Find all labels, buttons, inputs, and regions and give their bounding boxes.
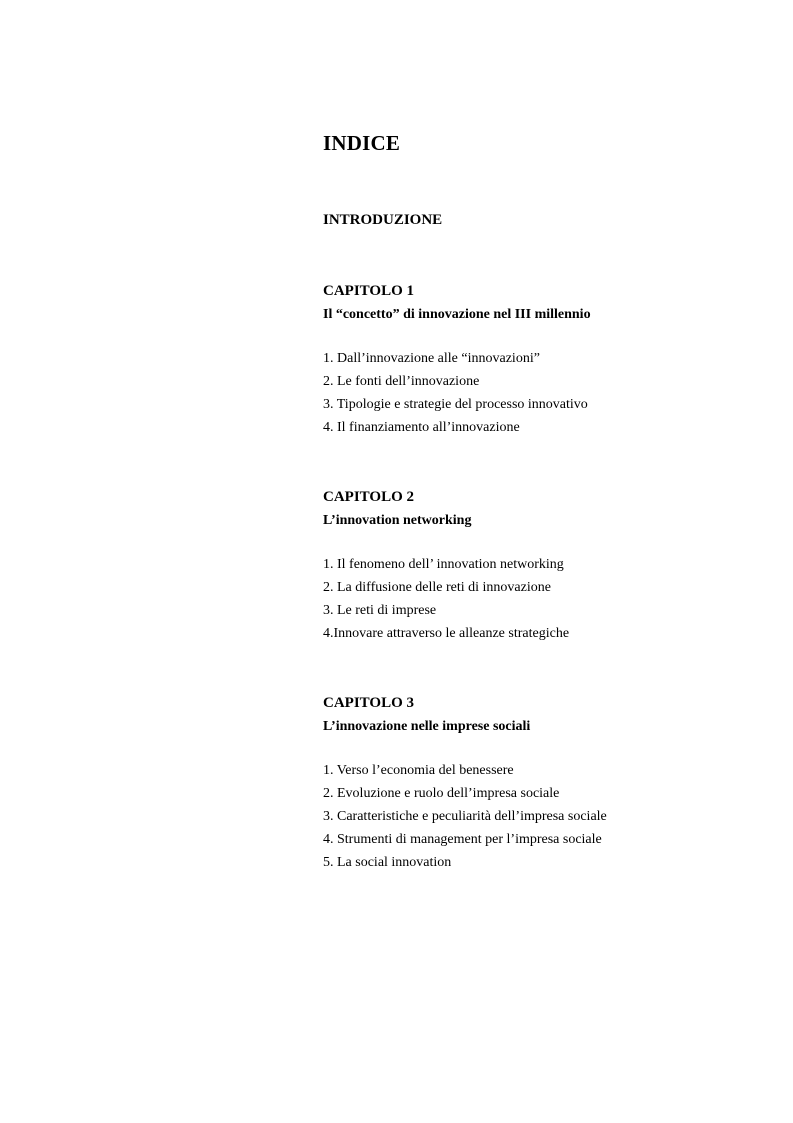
section-item: 2. Evoluzione e ruolo dell’impresa sociale: [323, 786, 560, 801]
section-item: 1. Dall’innovazione alle “innovazioni”: [323, 351, 540, 366]
section-item: 1. Il fenomeno dell’ innovation networking: [323, 557, 564, 572]
chapter-subtitle: L’innovation networking: [323, 513, 472, 528]
section-item: 4. Strumenti di management per l’impresa sociale: [323, 832, 602, 847]
section-item: 2. Le fonti dell’innovazione: [323, 374, 480, 389]
chapter-label: CAPITOLO 2: [323, 489, 414, 505]
chapter-label: CAPITOLO 3: [323, 695, 414, 711]
section-list: [323, 759, 763, 874]
chapter-subtitle: L’innovazione nelle imprese sociali: [323, 719, 531, 734]
section-item: 4. Il finanziamento all’innovazione: [323, 420, 520, 435]
chapter-3: [323, 692, 763, 874]
chapter-label: CAPITOLO 1: [323, 283, 414, 299]
introduction-heading: INTRODUZIONE: [323, 212, 443, 228]
chapter-1: [323, 280, 763, 439]
page-title: INDICE: [323, 131, 401, 155]
section-item: 3. Caratteristiche e peculiarità dell’impresa sociale: [323, 809, 607, 824]
section-item: 1. Verso l’economia del benessere: [323, 763, 514, 778]
section-item: 3. Tipologie e strategie del processo innovativo: [323, 397, 588, 412]
chapter-2: [323, 486, 763, 645]
section-item: 4.Innovare attraverso le alleanze strategiche: [323, 626, 570, 641]
section-item: 3. Le reti di imprese: [323, 603, 437, 618]
section-item: 2. La diffusione delle reti di innovazione: [323, 580, 551, 595]
chapter-subtitle: Il “concetto” di innovazione nel III millennio: [323, 307, 591, 322]
section-list: [323, 347, 763, 439]
section-item: 5. La social innovation: [323, 855, 452, 870]
section-list: [323, 553, 763, 645]
